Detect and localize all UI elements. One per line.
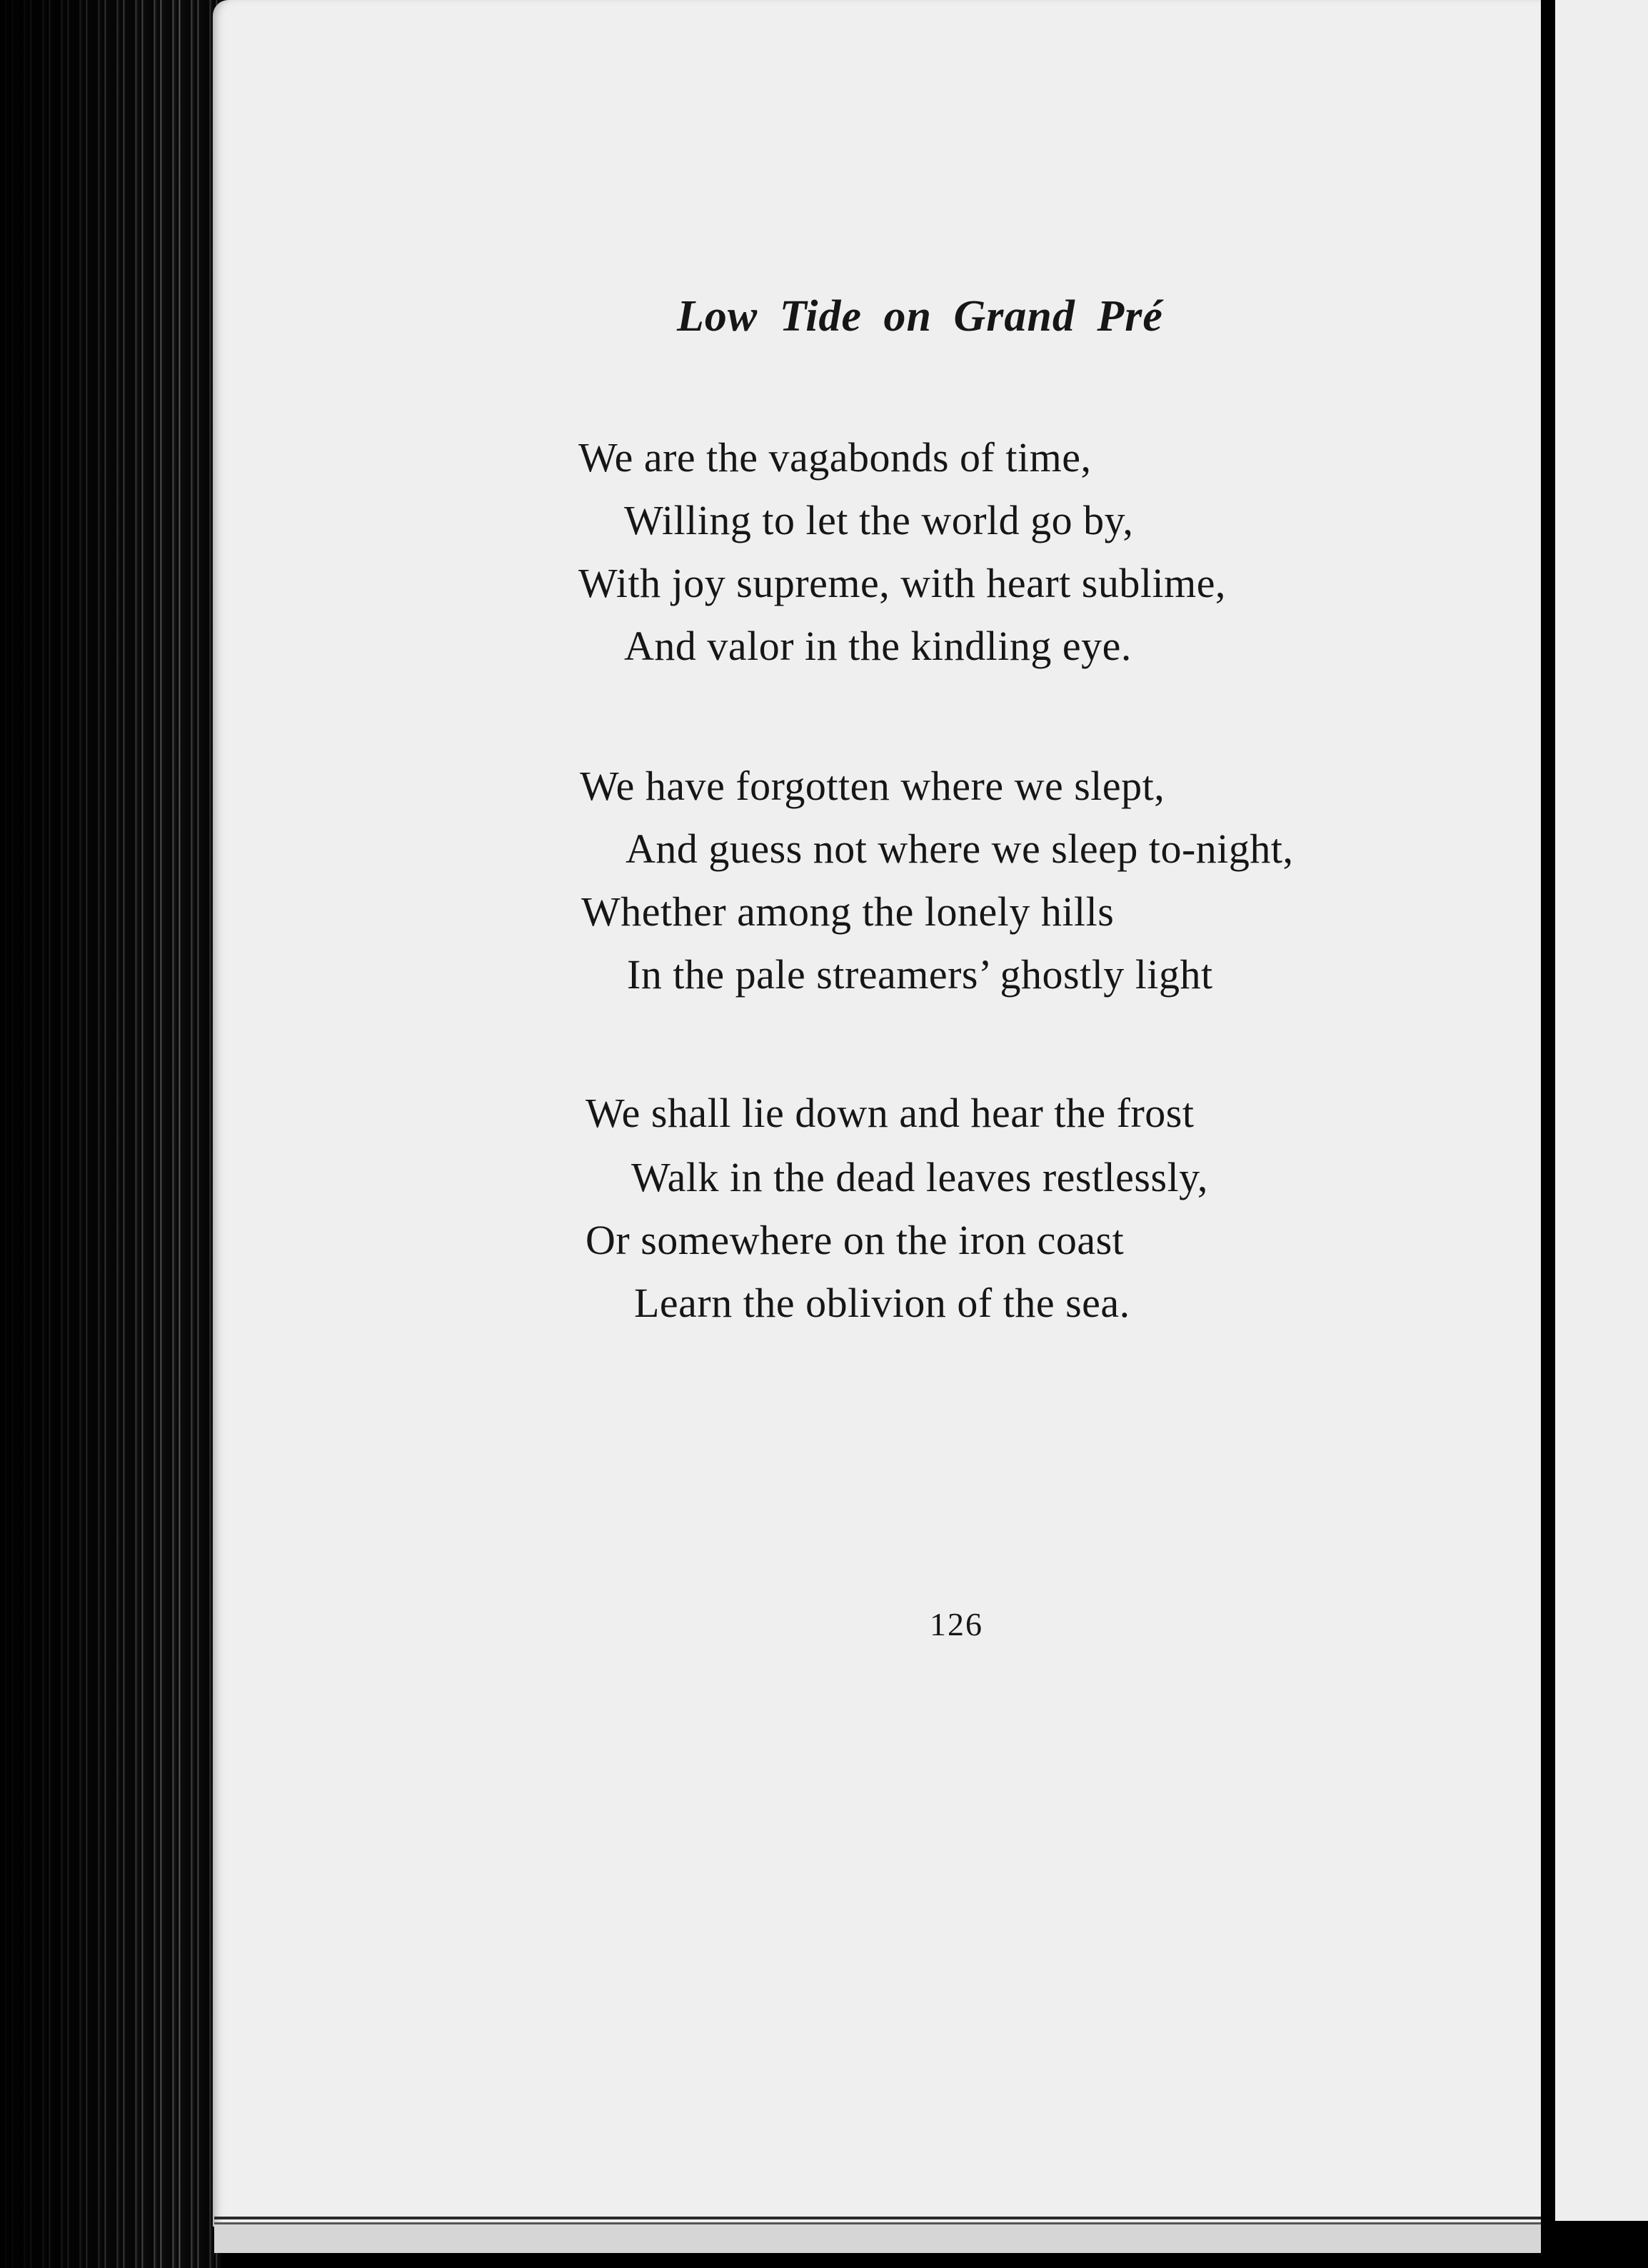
poem-line: With joy supreme, with heart sublime,: [578, 560, 1226, 606]
poem-line: Willing to let the world go by,: [624, 497, 1134, 543]
poem-line: Or somewhere on the iron coast: [586, 1217, 1125, 1263]
poem-line: We shall lie down and hear the frost: [586, 1090, 1195, 1136]
page-bottom-edge: [214, 2217, 1549, 2219]
poem-line: We have forgotten where we slept,: [580, 763, 1165, 809]
poem-line: And guess not where we sleep to-night,: [625, 826, 1294, 872]
page-bottom-strip: [214, 2222, 1549, 2253]
page-edge-shadow: [0, 0, 221, 2268]
poem-line: Learn the oblivion of the sea.: [634, 1280, 1130, 1326]
poem-line: In the pale streamers’ ghostly light: [627, 951, 1213, 998]
poem-line: Whether among the lonely hills: [581, 888, 1115, 935]
next-page-sliver: [1555, 0, 1648, 2221]
poem-line: And valor in the kindling eye.: [624, 623, 1132, 669]
poem-line: We are the vagabonds of time,: [578, 434, 1092, 481]
poem-line: Walk in the dead leaves restlessly,: [631, 1154, 1208, 1200]
page-number: 126: [930, 1606, 983, 1642]
poem-title: Low Tide on Grand Pré: [677, 292, 1163, 341]
book-gutter: [1541, 0, 1555, 2268]
